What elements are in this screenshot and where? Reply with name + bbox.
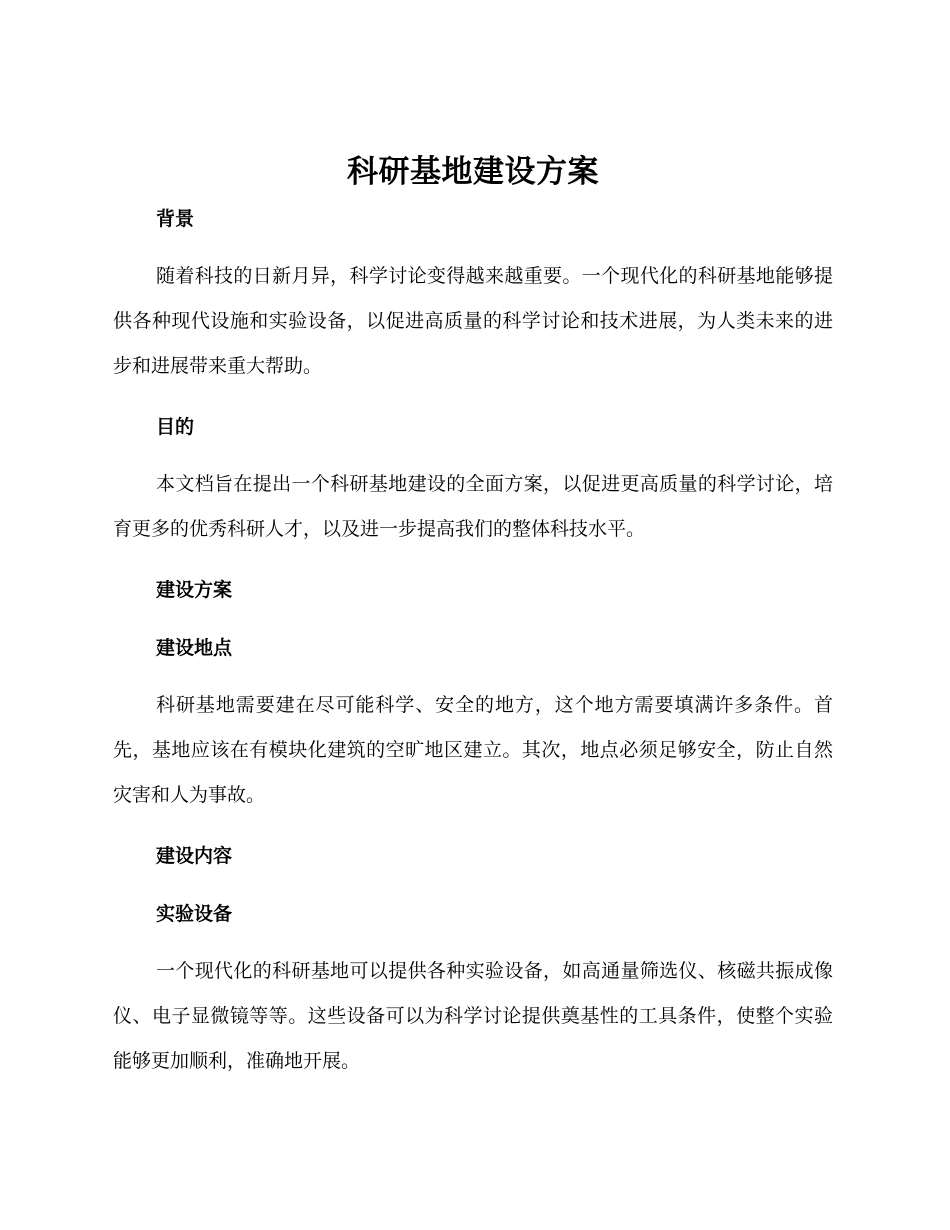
section-heading-content: 建设内容 [156, 845, 233, 867]
paragraph-background: 随着科技的日新月异，科学讨论变得越来越重要。一个现代化的科研基地能够提供各种现代设施和实验设备，以促进高质量的科学讨论和技术进展，为人类未来的进步和进展带来重大帮助。 [113, 265, 833, 377]
spacer [113, 871, 833, 899]
spacer [113, 663, 833, 683]
spacer [113, 929, 833, 949]
spacer [113, 605, 833, 633]
section-heading-background: 背景 [156, 208, 195, 230]
spacer [113, 389, 833, 412]
section-heading-purpose: 目的 [156, 416, 195, 438]
spacer [113, 234, 833, 254]
document-body [113, 150, 833, 1084]
paragraph-equipment: 一个现代化的科研基地可以提供各种实验设备，如高通量筛选仪、核磁共振成像仪、电子显微镜等等。这些设备可以为科学讨论提供奠基性的工具条件，使整个实验能够更加顺利，准确地开展。 [113, 960, 833, 1072]
section-heading-equipment: 实验设备 [156, 903, 233, 925]
spacer [113, 194, 833, 204]
paragraph-location: 科研基地需要建在尽可能科学、安全的地方，这个地方需要填满许多条件。首先，基地应该在有模块化建筑的空旷地区建立。其次，地点必须足够安全，防止自然灾害和人为事故。 [113, 694, 833, 806]
spacer [113, 818, 833, 841]
paragraph-purpose: 本文档旨在提出一个科研基地建设的全面方案，以促进更高质量的科学讨论，培育更多的优秀科研人才，以及进一步提高我们的整体科技水平。 [113, 473, 833, 540]
spacer [113, 442, 833, 462]
section-heading-plan: 建设方案 [156, 579, 233, 601]
spacer [113, 552, 833, 575]
section-heading-location: 建设地点 [156, 637, 233, 659]
document-title: 科研基地建设方案 [347, 154, 599, 190]
